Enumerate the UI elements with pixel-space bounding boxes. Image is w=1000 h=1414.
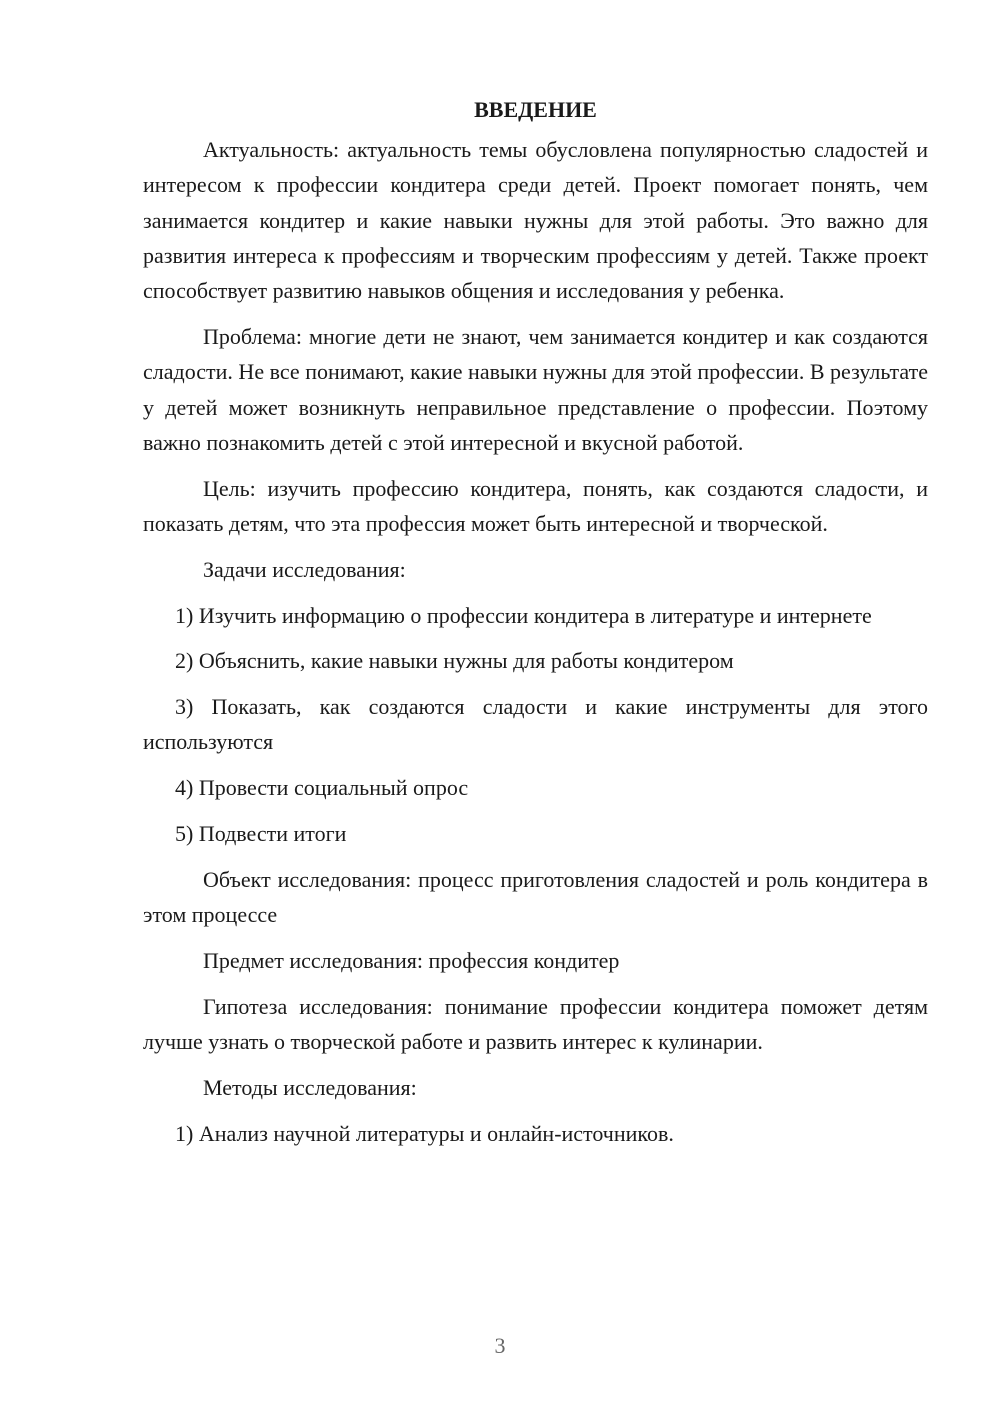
task-item-4: 4) Провести социальный опрос [175, 775, 469, 801]
problem-paragraph: Проблема: многие дети не знают, чем занимается кондитер и как создаются сладости. Не все понимают, какие навыки нужны для этой профессии. В результате у детей может возникнуть неправильное представление о профессии. Поэтому важно познакомить детей с этой интересной и вкусной работой. [143, 323, 928, 455]
task-item-5: 5) Подвести итоги [175, 821, 347, 847]
task-item-1: 1) Изучить информацию о профессии кондитера в литературе и интернете [175, 602, 872, 628]
object-paragraph: Объект исследования: процесс приготовления сладостей и роль кондитера в этом процессе [143, 866, 928, 928]
relevance-paragraph: Актуальность: актуальность темы обусловлена популярностью сладостей и интересом к профессии кондитера среди детей. Проект помогает понять, чем занимается кондитер и какие навыки нужны для этой работы. Это важно для развития интереса к профессиям и творческим профессиям у детей. Также проект способствует развитию навыков общения и исследования у ребенка. [143, 137, 928, 304]
method-item-1: 1) Анализ научной литературы и онлайн-источников. [175, 1120, 674, 1146]
section-title: ВВЕДЕНИЕ [474, 97, 597, 122]
document-page [143, 92, 928, 1161]
hypothesis-paragraph: Гипотеза исследования: понимание профессии кондитера поможет детям лучше узнать о творческой работе и развить интерес к кулинарии. [143, 993, 928, 1055]
tasks-heading: Задачи исследования: [203, 556, 406, 582]
task-item-2: 2) Объяснить, какие навыки нужны для работы кондитером [175, 648, 734, 674]
page-number: 3 [494, 1333, 506, 1358]
task-item-3: 3) Показать, как создаются сладости и какие инструменты для этого используются [143, 694, 928, 755]
goal-paragraph: Цель: изучить профессию кондитера, понять, как создаются сладости, и показать детям, что эта профессия может быть интересной и творческой. [143, 475, 928, 536]
subject-paragraph: Предмет исследования: профессия кондитер [203, 947, 620, 973]
methods-heading: Методы исследования: [203, 1074, 417, 1100]
